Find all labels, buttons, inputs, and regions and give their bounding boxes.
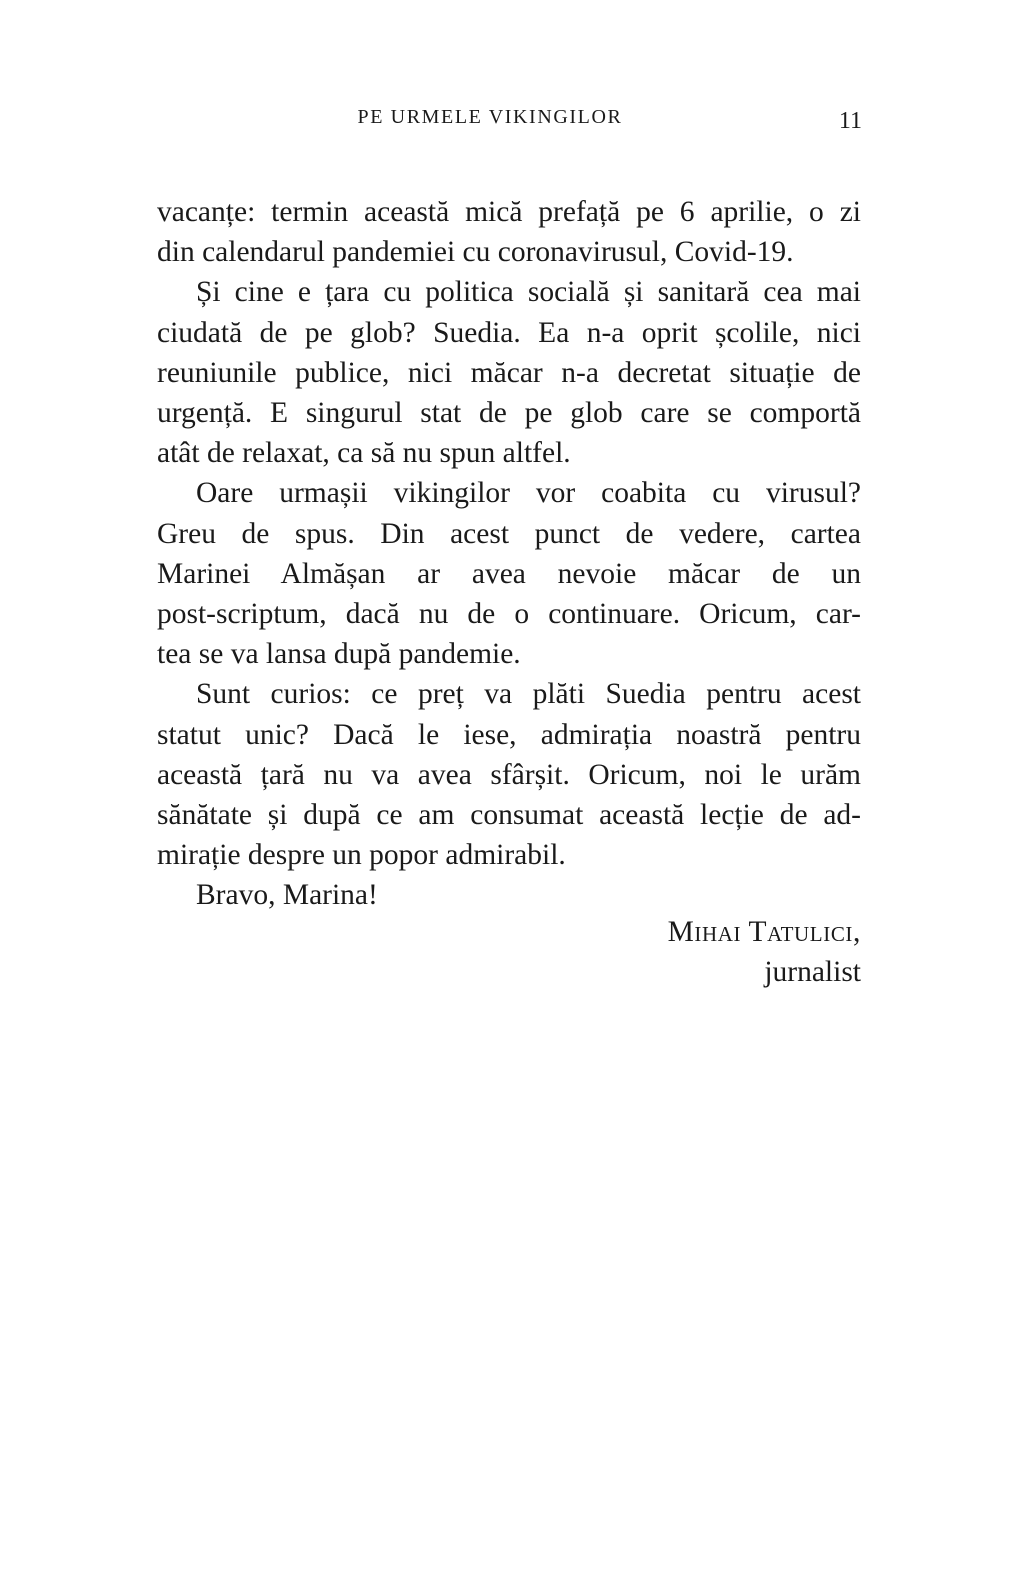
text-line: post-scriptum, dacă nu de o continuare. Oricum, car- xyxy=(157,598,861,631)
body-text xyxy=(157,192,861,916)
running-title: PE URMELE VIKINGILOR xyxy=(357,106,623,128)
text-line: vacanțe: termin această mică prefață pe 6 aprilie, o zi xyxy=(157,196,861,228)
text-line: Și cine e țara cu politica socială și sanitară cea mai xyxy=(196,276,861,309)
signature xyxy=(668,912,861,992)
text-line: ciudată de pe glob? Suedia. Ea n-a oprit școlile, nici xyxy=(157,316,861,349)
text-line: atât de relaxat, ca să nu spun altfel. xyxy=(157,437,571,470)
text-line: sănătate și după ce am consumat această lecție de ad- xyxy=(157,799,861,832)
page-number: 11 xyxy=(838,108,862,134)
text-line: Sunt curios: ce preț va plăti Suedia pentru acest xyxy=(196,678,861,711)
text-line: mirație despre un popor admirabil. xyxy=(157,839,566,872)
text-line: Oare urmașii vikingilor vor coabita cu virusul? xyxy=(196,477,861,510)
text-line: Marinei Almășan ar avea nevoie măcar de un xyxy=(157,557,861,590)
signature-role: jurnalist xyxy=(764,956,861,989)
signature-author: Mihai Tatulici, xyxy=(667,916,861,948)
running-head xyxy=(0,104,1024,134)
text-line: această țară nu va avea sfârșit. Oricum, noi le urăm xyxy=(157,758,861,791)
text-line: din calendarul pandemiei cu coronavirusul, Covid-19. xyxy=(157,236,794,269)
text-line: Greu de spus. Din acest punct de vedere, cartea xyxy=(157,517,861,550)
text-line: urgență. E singurul stat de pe glob care se comportă xyxy=(157,397,861,430)
text-line: statut unic? Dacă le iese, admirația noastră pentru xyxy=(157,718,861,751)
text-line: tea se va lansa după pandemie. xyxy=(157,638,521,671)
text-line: reuniunile publice, nici măcar n-a decretat situație de xyxy=(157,356,861,389)
text-line: Bravo, Marina! xyxy=(196,879,378,912)
